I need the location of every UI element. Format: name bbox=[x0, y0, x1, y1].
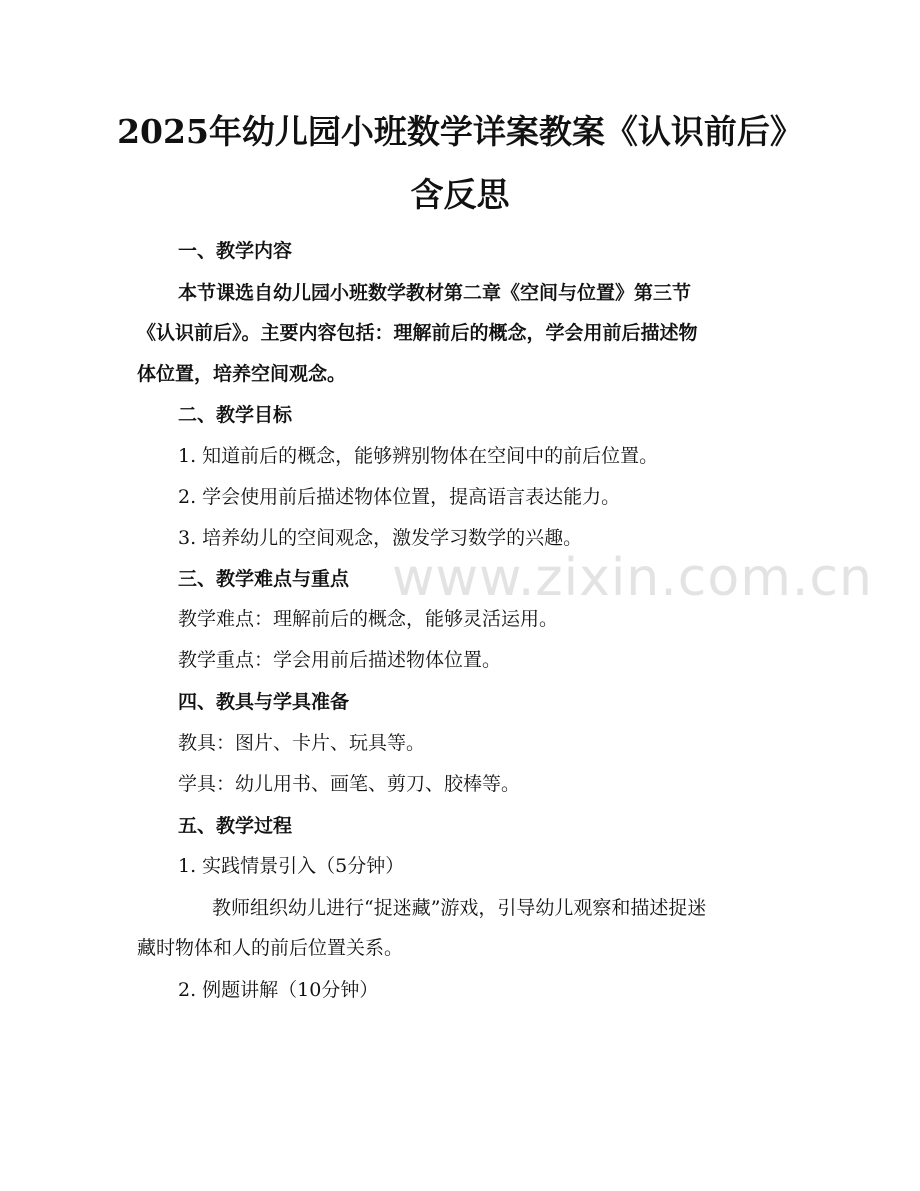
section-2-item-1: 1. 知道前后的概念，能够辨别物体在空间中的前后位置。 bbox=[178, 445, 659, 467]
section-4-heading: 四、教具与学具准备 bbox=[178, 691, 350, 713]
section-5-heading: 五、教学过程 bbox=[178, 815, 293, 837]
section-5-step-1-line-1: 教师组织幼儿进行“捉迷藏”游戏，引导幼儿观察和描述捉迷 bbox=[212, 897, 707, 919]
section-1-paragraph-line-1: 本节课选自幼儿园小班数学教材第二章《空间与位置》第三节 bbox=[178, 282, 692, 304]
section-1-heading: 一、教学内容 bbox=[178, 240, 293, 262]
section-3-line-1: 教学难点：理解前后的概念，能够灵活运用。 bbox=[178, 608, 559, 630]
section-5-step-2: 2. 例题讲解（10分钟） bbox=[178, 979, 379, 1001]
section-2-item-3: 3. 培养幼儿的空间观念，激发学习数学的兴趣。 bbox=[178, 527, 583, 549]
section-2-heading: 二、教学目标 bbox=[178, 404, 293, 426]
section-2-item-2: 2. 学会使用前后描述物体位置，提高语言表达能力。 bbox=[178, 486, 621, 508]
section-4-line-2: 学具：幼儿用书、画笔、剪刀、胶棒等。 bbox=[178, 773, 521, 795]
watermark: www.zixin.com.cn bbox=[392, 548, 873, 608]
section-1-paragraph-line-2: 《认识前后》。主要内容包括：理解前后的概念，学会用前后描述物 bbox=[137, 322, 698, 344]
section-3-line-2: 教学重点：学会用前后描述物体位置。 bbox=[178, 649, 502, 671]
section-3-heading: 三、教学难点与重点 bbox=[178, 568, 350, 590]
section-4-line-1: 教具：图片、卡片、玩具等。 bbox=[178, 732, 426, 754]
section-5-step-1-line-2: 藏时物体和人的前后位置关系。 bbox=[137, 937, 404, 959]
title-line-1: 2025年幼儿园小班数学详案教案《认识前后》 bbox=[117, 112, 803, 151]
section-1-paragraph-line-3: 体位置，培养空间观念。 bbox=[137, 363, 347, 385]
title-line-2: 含反思 bbox=[410, 175, 510, 214]
section-5-step-1: 1. 实践情景引入（5分钟） bbox=[178, 855, 405, 877]
